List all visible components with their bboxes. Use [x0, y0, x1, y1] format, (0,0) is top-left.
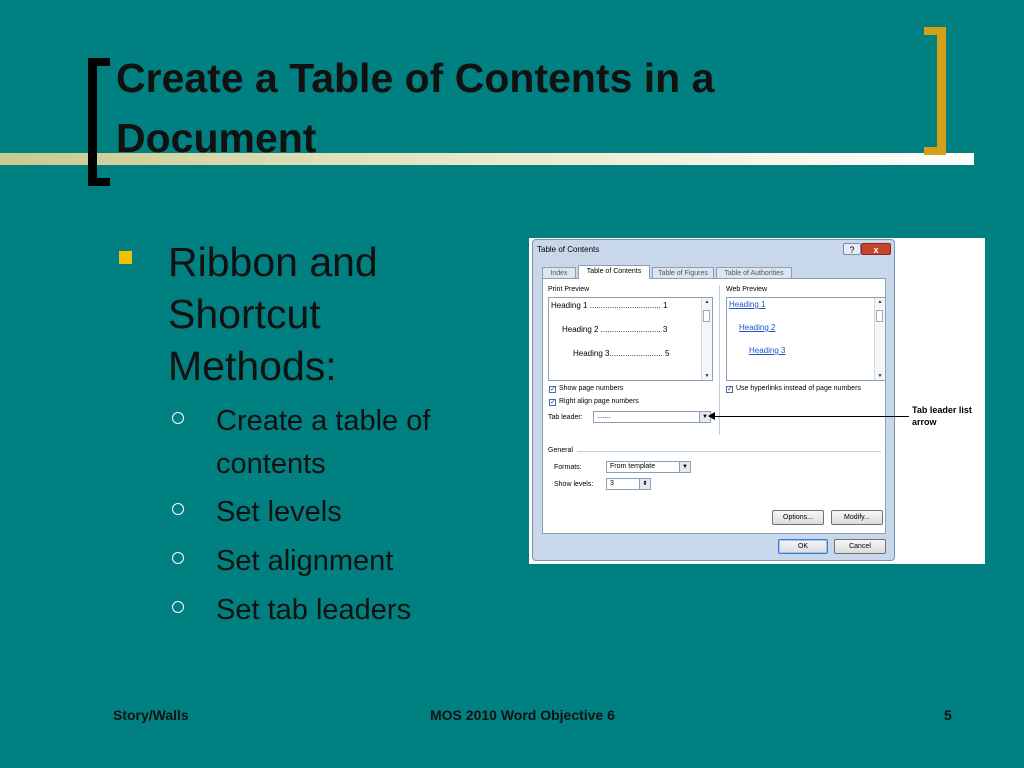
show-page-numbers-checkbox[interactable]: ✓	[550, 386, 556, 393]
sub-bullet-text: Set alignment	[216, 545, 394, 577]
show-page-numbers-label: Show page numbers	[559, 385, 624, 392]
print-preview-line: Heading 3........................ 5	[573, 349, 670, 358]
stepper-arrows-icon[interactable]: ⬍	[639, 479, 650, 489]
print-preview-label: Print Preview	[548, 286, 590, 293]
callout-line	[709, 416, 909, 417]
web-preview-box	[726, 297, 886, 381]
left-bracket-top	[88, 58, 110, 66]
toc-dialog	[532, 239, 895, 561]
tab-leader-label: Tab leader:	[548, 414, 583, 421]
right-align-checkbox[interactable]: ✓	[550, 399, 556, 406]
show-levels-stepper[interactable]	[606, 478, 651, 490]
left-bracket	[88, 58, 97, 186]
bullet-circle-icon	[172, 552, 184, 564]
print-preview-line: Heading 1 ................................ 1	[551, 301, 668, 310]
main-bullet-text: Ribbon and Shortcut Methods:	[168, 239, 378, 389]
formats-value: From template	[610, 463, 656, 470]
print-preview-line: Heading 2 ........................... 3	[562, 325, 668, 334]
tab-index[interactable]: Index	[542, 267, 576, 279]
scroll-up-icon[interactable]: ▲	[877, 299, 883, 305]
web-preview-link[interactable]: Heading 1	[729, 300, 766, 309]
print-preview-scrollbar[interactable]	[701, 298, 712, 380]
right-align-label: Right align page numbers	[559, 398, 639, 405]
tab-leader-value: .......	[597, 413, 611, 420]
dialog-title: Table of Contents	[537, 245, 600, 254]
preview-divider	[719, 285, 720, 435]
show-levels-value: 3	[610, 480, 614, 487]
scroll-down-icon[interactable]: ▼	[704, 373, 710, 379]
web-preview-scrollbar[interactable]	[874, 298, 885, 380]
bullet-circle-icon	[172, 503, 184, 515]
dialog-screenshot	[529, 238, 985, 564]
scroll-thumb[interactable]	[703, 310, 710, 322]
chevron-down-icon[interactable]: ▼	[699, 412, 710, 422]
right-bracket-top	[924, 27, 946, 35]
ok-button[interactable]: OK	[778, 539, 828, 554]
use-hyperlinks-label: Use hyperlinks instead of page numbers	[736, 385, 861, 392]
tab-leader-select[interactable]	[593, 411, 711, 423]
scroll-down-icon[interactable]: ▼	[877, 373, 883, 379]
footer-left: Story/Walls	[113, 707, 189, 723]
tab-table-of-contents[interactable]: Table of Contents	[578, 265, 650, 279]
tab-table-of-figures[interactable]: Table of Figures	[652, 267, 714, 279]
bullet-circle-icon	[172, 412, 184, 424]
tab-table-of-authorities[interactable]: Table of Authorities	[716, 267, 792, 279]
general-divider	[577, 451, 881, 452]
formats-label: Formats:	[554, 464, 582, 471]
chevron-down-icon[interactable]: ▼	[679, 462, 690, 472]
footer-center: MOS 2010 Word Objective 6	[430, 707, 615, 723]
web-preview-link[interactable]: Heading 2	[739, 323, 776, 332]
web-preview-link[interactable]: Heading 3	[749, 346, 786, 355]
right-bracket	[937, 27, 946, 155]
bullet-square-icon	[119, 251, 132, 264]
sub-bullet-text: Set tab leaders	[216, 594, 412, 626]
sub-bullet-text: Create a table of contents	[216, 405, 431, 480]
options-button[interactable]: Options...	[772, 510, 824, 525]
sub-bullet-text: Set levels	[216, 496, 342, 528]
formats-select[interactable]	[606, 461, 691, 473]
modify-button[interactable]: Modify...	[831, 510, 883, 525]
tab-panel	[542, 278, 886, 534]
callout-text: Tab leader list arrow	[912, 405, 972, 427]
bullet-circle-icon	[172, 601, 184, 613]
general-label: General	[548, 447, 573, 454]
right-bracket-bottom	[924, 147, 946, 155]
print-preview-box	[548, 297, 713, 381]
use-hyperlinks-checkbox[interactable]: ✓	[727, 386, 733, 393]
cancel-button[interactable]: Cancel	[834, 539, 886, 554]
close-button[interactable]: x	[861, 243, 891, 255]
web-preview-label: Web Preview	[726, 286, 768, 293]
page-number: 5	[944, 707, 952, 723]
show-levels-label: Show levels:	[554, 481, 594, 488]
scroll-thumb[interactable]	[876, 310, 883, 322]
help-button[interactable]: ?	[843, 243, 861, 255]
scroll-up-icon[interactable]: ▲	[704, 299, 710, 305]
left-bracket-bottom	[88, 178, 110, 186]
callout-arrow-icon	[708, 412, 715, 420]
slide-title: Create a Table of Contents in a Document	[116, 55, 715, 161]
